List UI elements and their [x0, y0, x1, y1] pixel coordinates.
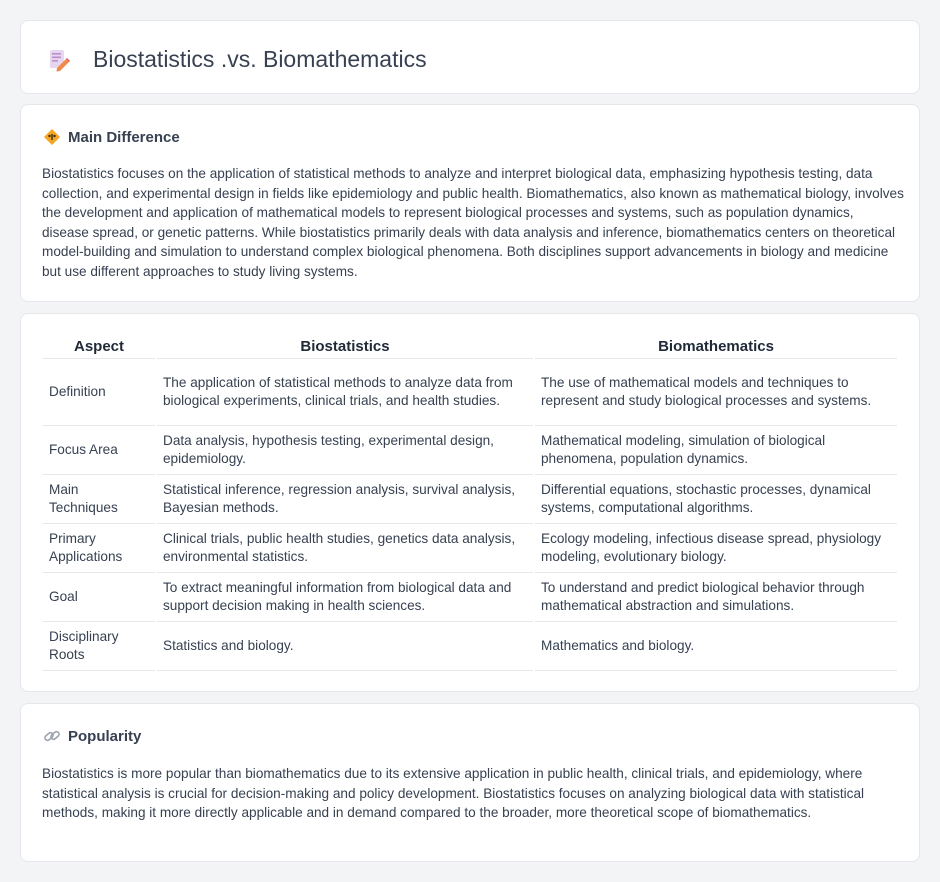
column-header-aspect: Aspect [43, 334, 155, 359]
popularity-card [20, 703, 920, 862]
cell-biostatistics: Data analysis, hypothesis testing, experimental design, epidemiology. [157, 426, 533, 475]
popularity-text: Biostatistics is more popular than biomathematics due to its extensive application in public health, clinical trials, and epidemiology, where statistical analysis is crucial for decision-making and policy development. Biostatistics focuses on analyzing biological data with statistical methods, making it more directly applicable and in demand compared to the broader, more theoretical scope of biomathematics. [42, 766, 865, 821]
cell-aspect: Primary Applications [43, 524, 155, 573]
page-title: Biostatistics .vs. Biomathematics [93, 46, 427, 72]
table-row [43, 475, 897, 524]
cell-aspect: Focus Area [43, 426, 155, 475]
popularity-heading [43, 727, 141, 745]
header-card [20, 20, 920, 94]
section-title-text: Popularity [68, 727, 142, 745]
cell-biostatistics: Statistical inference, regression analysis, survival analysis, Bayesian methods. [157, 475, 533, 524]
cell-biostatistics: To extract meaningful information from biological data and support decision making in health sciences. [157, 573, 533, 622]
document-edit-icon [47, 48, 71, 77]
table-row [43, 426, 897, 475]
table-row [43, 622, 897, 671]
main-difference-card [20, 104, 920, 302]
cell-biostatistics: Statistics and biology. [157, 622, 533, 671]
cell-aspect: Main Techniques [43, 475, 155, 524]
table-row [43, 573, 897, 622]
cell-biostatistics: The application of statistical methods to analyze data from biological experiments, clinical trials, and health studies. [157, 359, 533, 426]
main-difference-text: Biostatistics focuses on the application of statistical methods to analyze and interpret biological data, emphasizing hypothesis testing, data collection, and experimental design in fields like epidemiology and public health. Biomathematics, also known as mathematical biology, involves the development and application of mathematical models to represent biological processes and systems, such as population dynamics, disease spread, or genetic patterns. While biostatistics primarily deals with data analysis and inference, biomathematics centers on theoretical model-building and simulation to understand complex biological phenomena. Both disciplines support advancements in biology and medicine but use different approaches to study living systems. [42, 166, 904, 279]
column-header-biomathematics: Biomathematics [535, 334, 897, 359]
table-row [43, 359, 897, 426]
cell-aspect: Disciplinary Roots [43, 622, 155, 671]
table-header-row [43, 334, 897, 359]
table-row [43, 524, 897, 573]
cell-biomathematics: Mathematical modeling, simulation of biological phenomena, population dynamics. [535, 426, 897, 475]
cell-aspect: Definition [43, 359, 155, 426]
main-difference-heading [43, 128, 180, 146]
section-title-text: Main Difference [68, 128, 180, 146]
link-icon [43, 727, 61, 745]
cell-biomathematics: The use of mathematical models and techniques to represent and study biological processes and systems. [535, 359, 897, 426]
comparison-table-card [20, 313, 920, 692]
column-header-biostatistics: Biostatistics [157, 334, 533, 359]
cell-biomathematics: Mathematics and biology. [535, 622, 897, 671]
cell-biomathematics: To understand and predict biological behavior through mathematical abstraction and simulations. [535, 573, 897, 622]
diamond-warning-icon [43, 128, 61, 146]
cell-biostatistics: Clinical trials, public health studies, genetics data analysis, environmental statistics. [157, 524, 533, 573]
cell-biomathematics: Ecology modeling, infectious disease spread, physiology modeling, evolutionary biology. [535, 524, 897, 573]
comparison-table [41, 334, 899, 671]
cell-aspect: Goal [43, 573, 155, 622]
cell-biomathematics: Differential equations, stochastic processes, dynamical systems, computational algorithms. [535, 475, 897, 524]
